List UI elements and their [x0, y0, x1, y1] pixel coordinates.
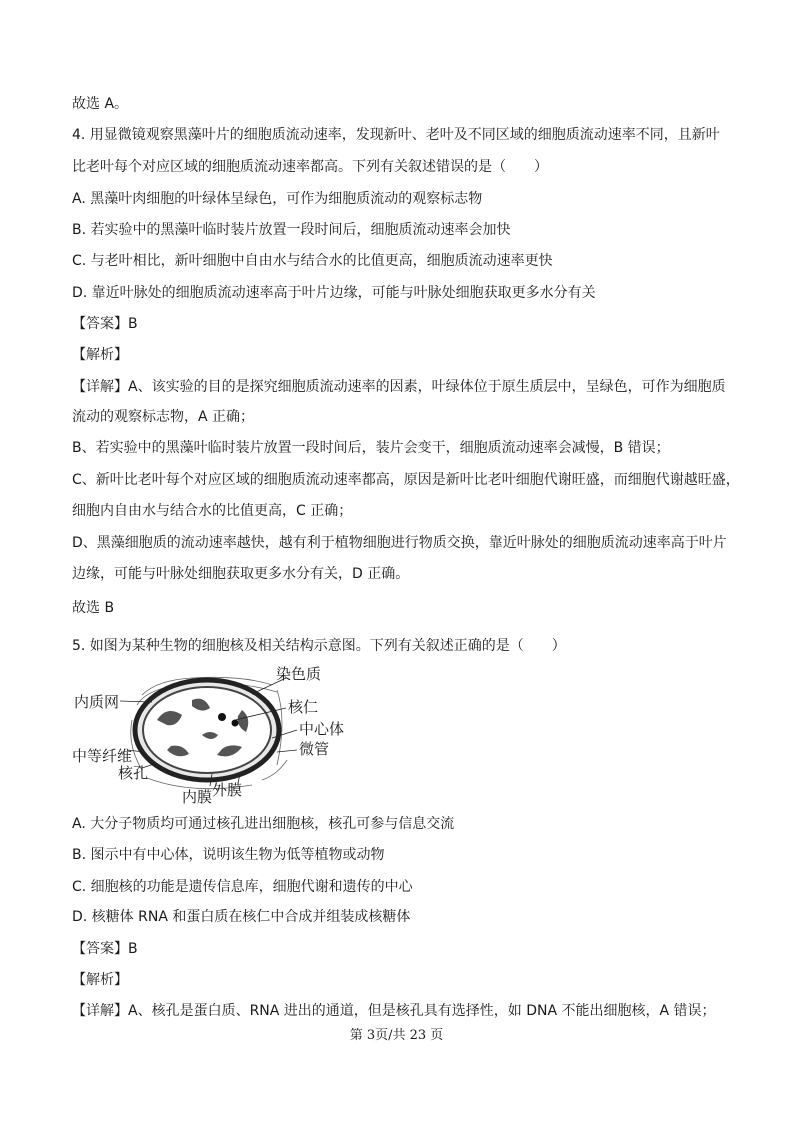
- question-4-stem: 4. 用显微镜观察黑藻叶片的细胞质流动速率，发现新叶、老叶及不同区域的细胞质流动速率不同，且新叶: [72, 127, 720, 143]
- label-nuclear-pore: 核孔: [118, 764, 149, 782]
- label-intermediate-filament: 中等纤维: [72, 747, 133, 765]
- label-er: 内质网: [74, 693, 120, 711]
- option-c: C. 细胞核的功能是遗传信息库，细胞代谢和遗传的中心: [72, 879, 413, 895]
- answer-label: 【答案】B: [72, 941, 138, 957]
- explanation-line: D、黑藻细胞质的流动速率越快，越有利于植物细胞进行物质交换，靠近叶脉处的细胞质流动速率高于叶片: [72, 535, 727, 551]
- analysis-label: 【解析】: [72, 347, 128, 363]
- label-nucleolus: 核仁: [288, 698, 319, 716]
- explanation-line: B、若实验中的黑藻叶临时装片放置一段时间后，装片会变干，细胞质流动速率会减慢，B 错误；: [72, 440, 670, 456]
- label-microtubule: 微管: [299, 740, 330, 758]
- explanation-line: 【详解】A、核孔是蛋白质、RNA 进出的通道，但是核孔具有选择性，如 DNA 不能出细胞核，A 错误；: [72, 1003, 716, 1019]
- explanation-line: 【详解】A、该实验的目的是探究细胞质流动速率的因素，叶绿体位于原生质层中，呈绿色，可作为细胞质: [72, 379, 726, 395]
- option-c: C. 与老叶相比，新叶细胞中自由水与结合水的比值更高，细胞质流动速率更快: [72, 253, 553, 269]
- page-footer: 第 3页/共 23 页: [349, 1028, 444, 1043]
- option-b: B. 若实验中的黑藻叶临时装片放置一段时间后，细胞质流动速率会加快: [72, 222, 511, 238]
- analysis-label: 【解析】: [72, 972, 128, 988]
- label-centrosome: 中心体: [299, 720, 345, 738]
- explanation-line: 细胞内自由水与结合水的比值更高，C 正确；: [72, 503, 353, 519]
- option-d: D. 核糖体 RNA 和蛋白质在核仁中合成并组装成核糖体: [72, 909, 411, 925]
- label-chromatin: 染色质: [276, 665, 322, 683]
- label-outer-membrane: 外膜: [212, 781, 243, 799]
- label-inner-membrane: 内膜: [182, 788, 213, 806]
- text-line: 故选 B: [72, 600, 115, 616]
- nucleus-diagram: [72, 660, 372, 808]
- explanation-line: 边缘，可能与叶脉处细胞获取更多水分有关，D 正确。: [72, 566, 410, 582]
- question-5-stem: 5. 如图为某种生物的细胞核及相关结构示意图。下列有关叙述正确的是（ ）: [72, 638, 566, 654]
- option-a: A. 黑藻叶肉细胞的叶绿体呈绿色，可作为细胞质流动的观察标志物: [72, 191, 483, 207]
- inner-membrane: [143, 687, 271, 773]
- answer-label: 【答案】B: [72, 316, 138, 332]
- nucleus-diagram-svg: [72, 660, 372, 808]
- text-line: 故选 A。: [72, 96, 129, 112]
- explanation-line: 流动的观察标志物，A 正确；: [72, 409, 255, 425]
- option-d: D. 靠近叶脉处的细胞质流动速率高于叶片边缘，可能与叶脉处细胞获取更多水分有关: [72, 285, 596, 301]
- option-b: B. 图示中有中心体，说明该生物为低等植物或动物: [72, 847, 385, 863]
- option-a: A. 大分子物质均可通过核孔进出细胞核，核孔可参与信息交流: [72, 816, 455, 832]
- nucleolus: [232, 720, 239, 727]
- explanation-line: C、新叶比老叶每个对应区域的细胞质流动速率都高，原因是新叶比老叶细胞代谢旺盛，而细胞代谢越旺盛，: [72, 472, 740, 488]
- nucleolus: [218, 713, 226, 721]
- question-4-stem-cont: 比老叶每个对应区域的细胞质流动速率都高。下列有关叙述错误的是（ ）: [72, 159, 548, 175]
